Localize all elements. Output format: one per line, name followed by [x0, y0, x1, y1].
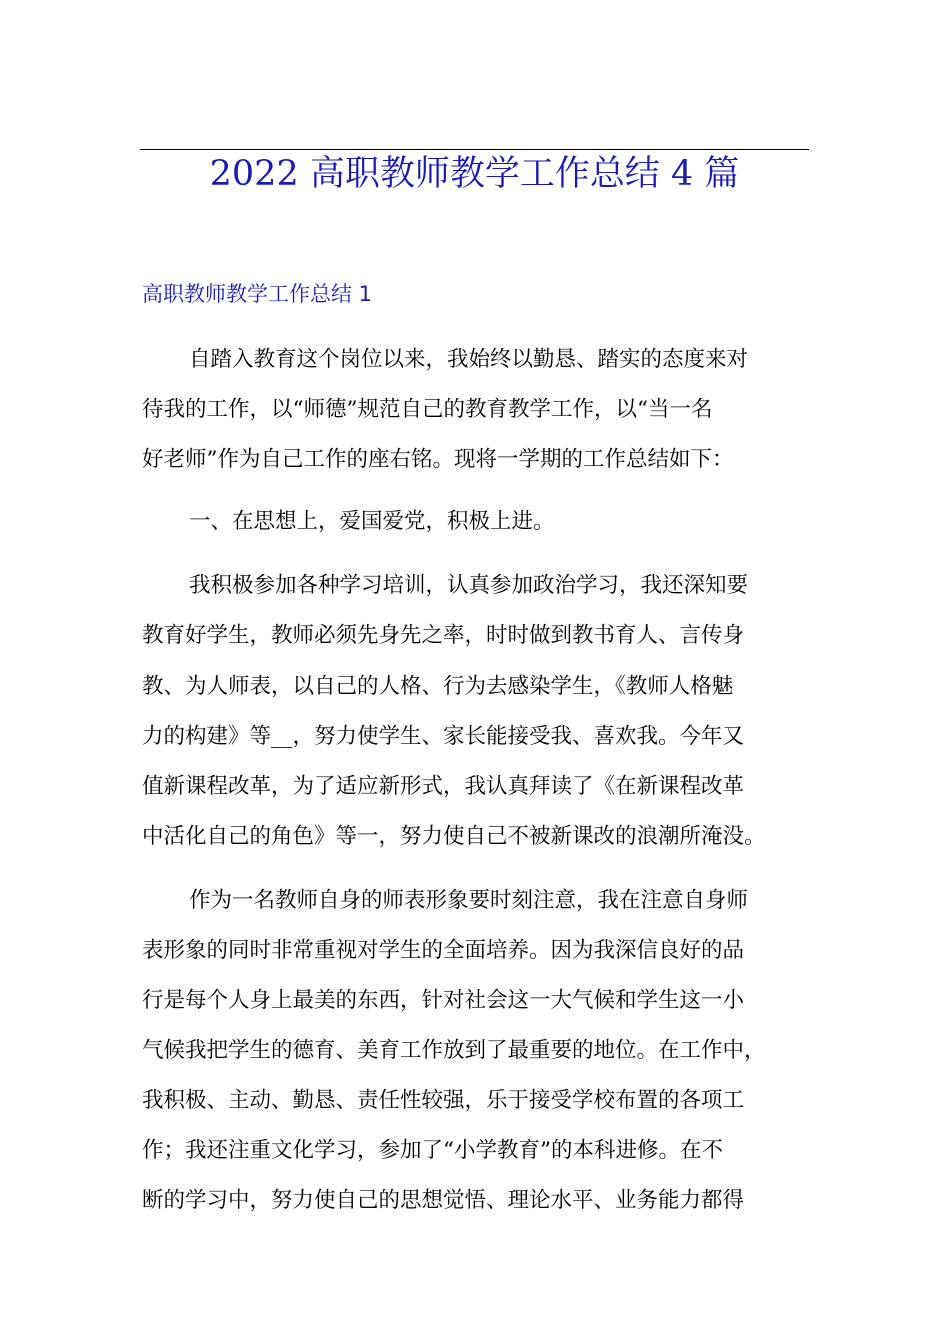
- paragraph-line: 作为一名教师自身的师表形象要时刻注意，我在注意自身师: [189, 888, 749, 913]
- paragraph-line: 中活化自己的角色》等一，努力使自己不被新课改的浪潮所淹没。: [142, 824, 766, 849]
- paragraph-line: 气候我把学生的德育、美育工作放到了最重要的地位。在工作中，: [142, 1038, 766, 1063]
- paragraph-line: 作；我还注重文化学习，参加了“小学教育”的本科进修。在不: [142, 1138, 723, 1163]
- paragraph-line: 教、为人师表，以自己的人格、行为去感染学生，《教师人格魅: [142, 674, 734, 699]
- paragraph-line: 教育好学生，教师必须先身先之率，时时做到教书育人、言传身: [142, 623, 745, 648]
- paragraph-line: 表形象的同时非常重视对学生的全面培养。因为我深信良好的品: [142, 938, 745, 963]
- paragraph-line: 待我的工作，以“师德”规范自己的教育教学工作，以“当一名: [142, 397, 713, 422]
- paragraph-line: 好老师”作为自己工作的座右铭。现将一学期的工作总结如下：: [142, 447, 734, 472]
- paragraph-line: 我积极、主动、勤恳、责任性较强，乐于接受学校布置的各项工: [142, 1088, 745, 1113]
- paragraph-line: 力的构建》等__，努力使学生、家长能接受我、喜欢我。今年又: [142, 724, 745, 749]
- document-title: 2022 高职教师教学工作总结 4 篇: [209, 154, 740, 194]
- paragraph-line: 断的学习中，努力使自己的思想觉悟、理论水平、业务能力都得: [142, 1188, 745, 1213]
- paragraph-line: 值新课程改革，为了适应新形式，我认真拜读了《在新课程改革: [142, 774, 745, 799]
- paragraph-line: 自踏入教育这个岗位以来，我始终以勤恳、踏实的态度来对: [189, 347, 749, 372]
- paragraph-line: 行是每个人身上最美的东西，针对社会这一大气候和学生这一小: [142, 988, 745, 1013]
- subheading-line: 一、在思想上，爱国爱党，积极上进。: [189, 509, 555, 534]
- paragraph-line: 我积极参加各种学习培训，认真参加政治学习，我还深知要: [189, 573, 749, 598]
- section-heading: 高职教师教学工作总结 1: [142, 282, 373, 306]
